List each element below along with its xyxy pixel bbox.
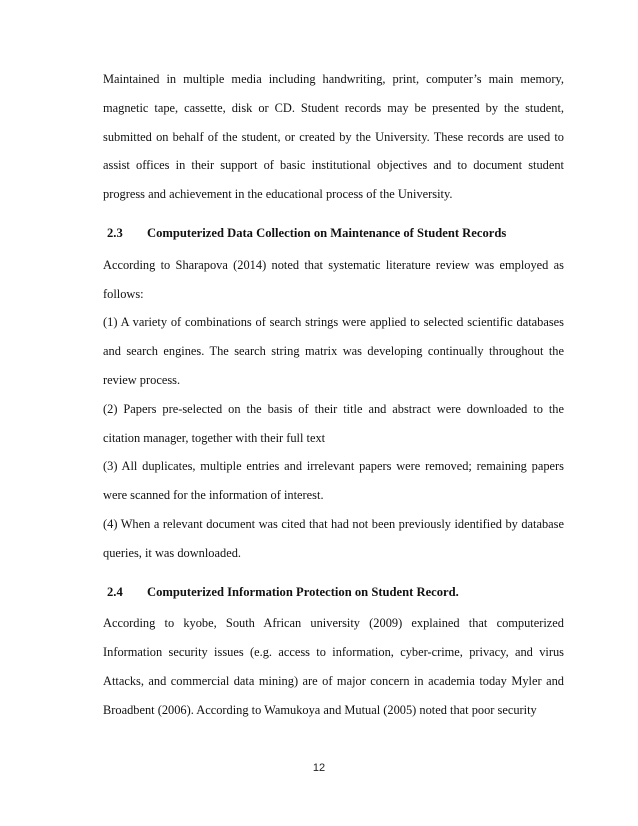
- list-item: (3) All duplicates, multiple entries and irrelevant papers were removed; remaining papers were scanned for the information of interest.: [103, 459, 564, 503]
- list-item: (1) A variety of combinations of search strings were applied to selected scientific databases and search engines. The search string matrix was developing continually throughout the review process.: [103, 315, 564, 387]
- continuation-paragraph: Maintained in multiple media including handwriting, print, computer’s main memory, magnetic tape, cassette, disk or CD. Student records may be presented by the student, submitted on behalf of the student, or created by the University. These records are used to assist offices in their support of basic institutional objectives and to document student progress and achievement in the educational process of the University.: [103, 72, 564, 202]
- list-item: (4) When a relevant document was cited that had not been previously identified by database queries, it was downloaded.: [103, 516, 564, 560]
- section-title: Computerized Information Protection on Student Record.: [147, 584, 459, 599]
- page-number: 12: [312, 762, 326, 774]
- section-number: 2.3: [107, 225, 123, 240]
- document-page: [103, 65, 564, 725]
- section-gap: [103, 568, 564, 578]
- list-item: (2) Papers pre-selected on the basis of their title and abstract were downloaded to the citation manager, together with their full text: [103, 401, 564, 445]
- section-heading-2-3: [103, 219, 564, 248]
- section-2-4-paragraph: According to kyobe, South African university (2009) explained that computerized Information security issues (e.g. access to information, cyber-crime, privacy, and virus Attacks, and commercial data mining) are of major concern in academia today Myler and Broadbent (2006). According to Wamukoya and Mutual (2005) noted that poor security: [103, 616, 564, 717]
- section-title: Computerized Data Collection on Maintenance of Student Records: [147, 225, 507, 240]
- section-2-3-intro: According to Sharapova (2014) noted that systematic literature review was employed as follows:: [103, 257, 564, 301]
- section-heading-2-4: [103, 578, 564, 607]
- section-gap: [103, 209, 564, 219]
- section-number: 2.4: [107, 584, 123, 599]
